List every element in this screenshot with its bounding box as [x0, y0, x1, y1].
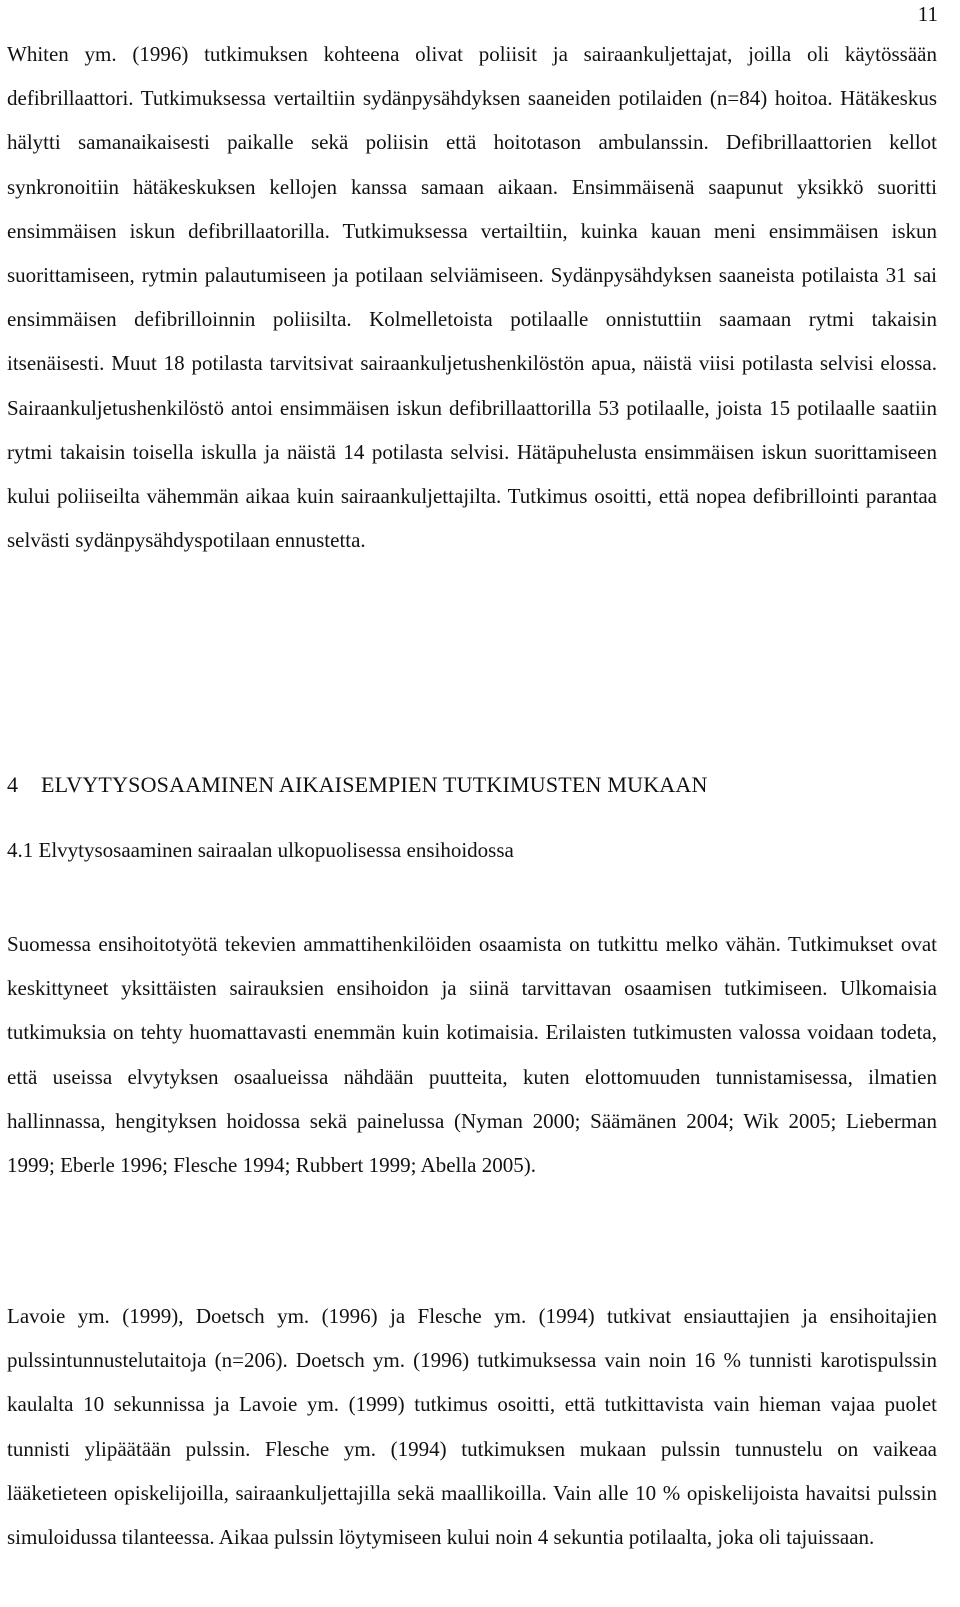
paragraph-whiten: Whiten ym. (1996) tutkimuksen kohteena olivat poliisit ja sairaankuljettajat, joilla oli käytössään defibrillaattori. Tutkimuksessa vertailtiin sydänpysähdyksen saaneiden potilaiden (n=84) hoitoa. Hätäkeskus hälytti samanaikaisesti paikalle sekä poliisin että hoitotason ambulanssin. Defibrillaattorien kellot synkronoitiin hätäkeskuksen kellojen kanssa samaan aikaan. Ensimmäisenä saapunut yksikkö suoritti ensimmäisen iskun defibrillaatorilla. Tutkimuksessa vertailtiin, kuinka kauan meni ensimmäisen iskun suorittamiseen, rytmin palautumiseen ja potilaan selviämiseen. Sydänpysähdyksen saaneista potilaista 31 sai ensimmäisen defibrilloinnin poliisilta. Kolmelletoista potilaalle onnistuttiin saamaan rytmi takaisin itsenäisesti. Muut 18 potilasta tarvitsivat sairaankuljetushenkilöstön apua, näistä viisi potilasta selvisi elossa. Sairaankuljetushenkilöstö antoi ensimmäisen iskun defibrillaattorilla 53 potilaalle, joista 15 potilaalle saatiin rytmi takaisin toisella iskulla ja näistä 14 potilasta selvisi. Hätäpuhelusta ensimmäisen iskun suorittamiseen kului poliiseilta vähemmän aikaa kuin sairaankuljettajilta. Tutkimus osoitti, että nopea defibrillointi parantaa selvästi sydänpysähdyspotilaan ennustetta.	[7, 42, 937, 553]
chapter-heading	[7, 772, 708, 798]
chapter-number: 4	[7, 772, 19, 797]
page-number: 11	[917, 2, 938, 26]
paragraph-suomessa: Suomessa ensihoitotyötä tekevien ammattihenkilöiden osaamista on tutkittu melko vähän. Tutkimukset ovat keskittyneet yksittäisten sairauksien ensihoidon ja siinä tarvittavan osaamisen tutkimiseen. Ulkomaisia tutkimuksia on tehty huomattavasti enemmän kuin kotimaisia. Erilaisten tutkimusten valossa voidaan todeta, että useissa elvytyksen osaalueissa nähdään puutteita, kuten elottomuuden tunnistamisessa, ilmatien hallinnassa, hengityksen hoidossa sekä painelussa (Nyman 2000; Säämänen 2004; Wik 2005; Lieberman 1999; Eberle 1996; Flesche 1994; Rubbert 1999; Abella 2005).	[7, 932, 937, 1178]
paragraph-lavoie: Lavoie ym. (1999), Doetsch ym. (1996) ja Flesche ym. (1994) tutkivat ensiauttajien ja ensihoitajien pulssintunnustelutaitoja (n=206). Doetsch ym. (1996) tutkimuksessa vain noin 16 % tunnisti karotispulssin kaulalta 10 sekunnissa ja Lavoie ym. (1999) tutkimus osoitti, että tutkittavista vain hieman vajaa puolet tunnisti ylipäätään pulssin. Flesche ym. (1994) tutkimuksen mukaan pulssin tunnustelu on vaikeaa lääketieteen opiskelijoilla, sairaankuljettajilla sekä maallikoilla. Vain alle 10 % opiskelijoista havaitsi pulssin simuloidussa tilanteessa. Aikaa pulssin löytymiseen kului noin 4 sekuntia potilaalta, joka oli tajuissaan.	[7, 1304, 937, 1550]
section-body	[7, 922, 937, 1187]
chapter-title: ELVYTYSOSAAMINEN AIKAISEMPIEN TUTKIMUSTEN MUKAAN	[41, 772, 708, 797]
section-heading: 4.1 Elvytysosaaminen sairaalan ulkopuolisessa ensihoidossa	[7, 838, 514, 862]
document-body	[7, 32, 937, 1550]
section-body-2	[7, 1294, 937, 1559]
